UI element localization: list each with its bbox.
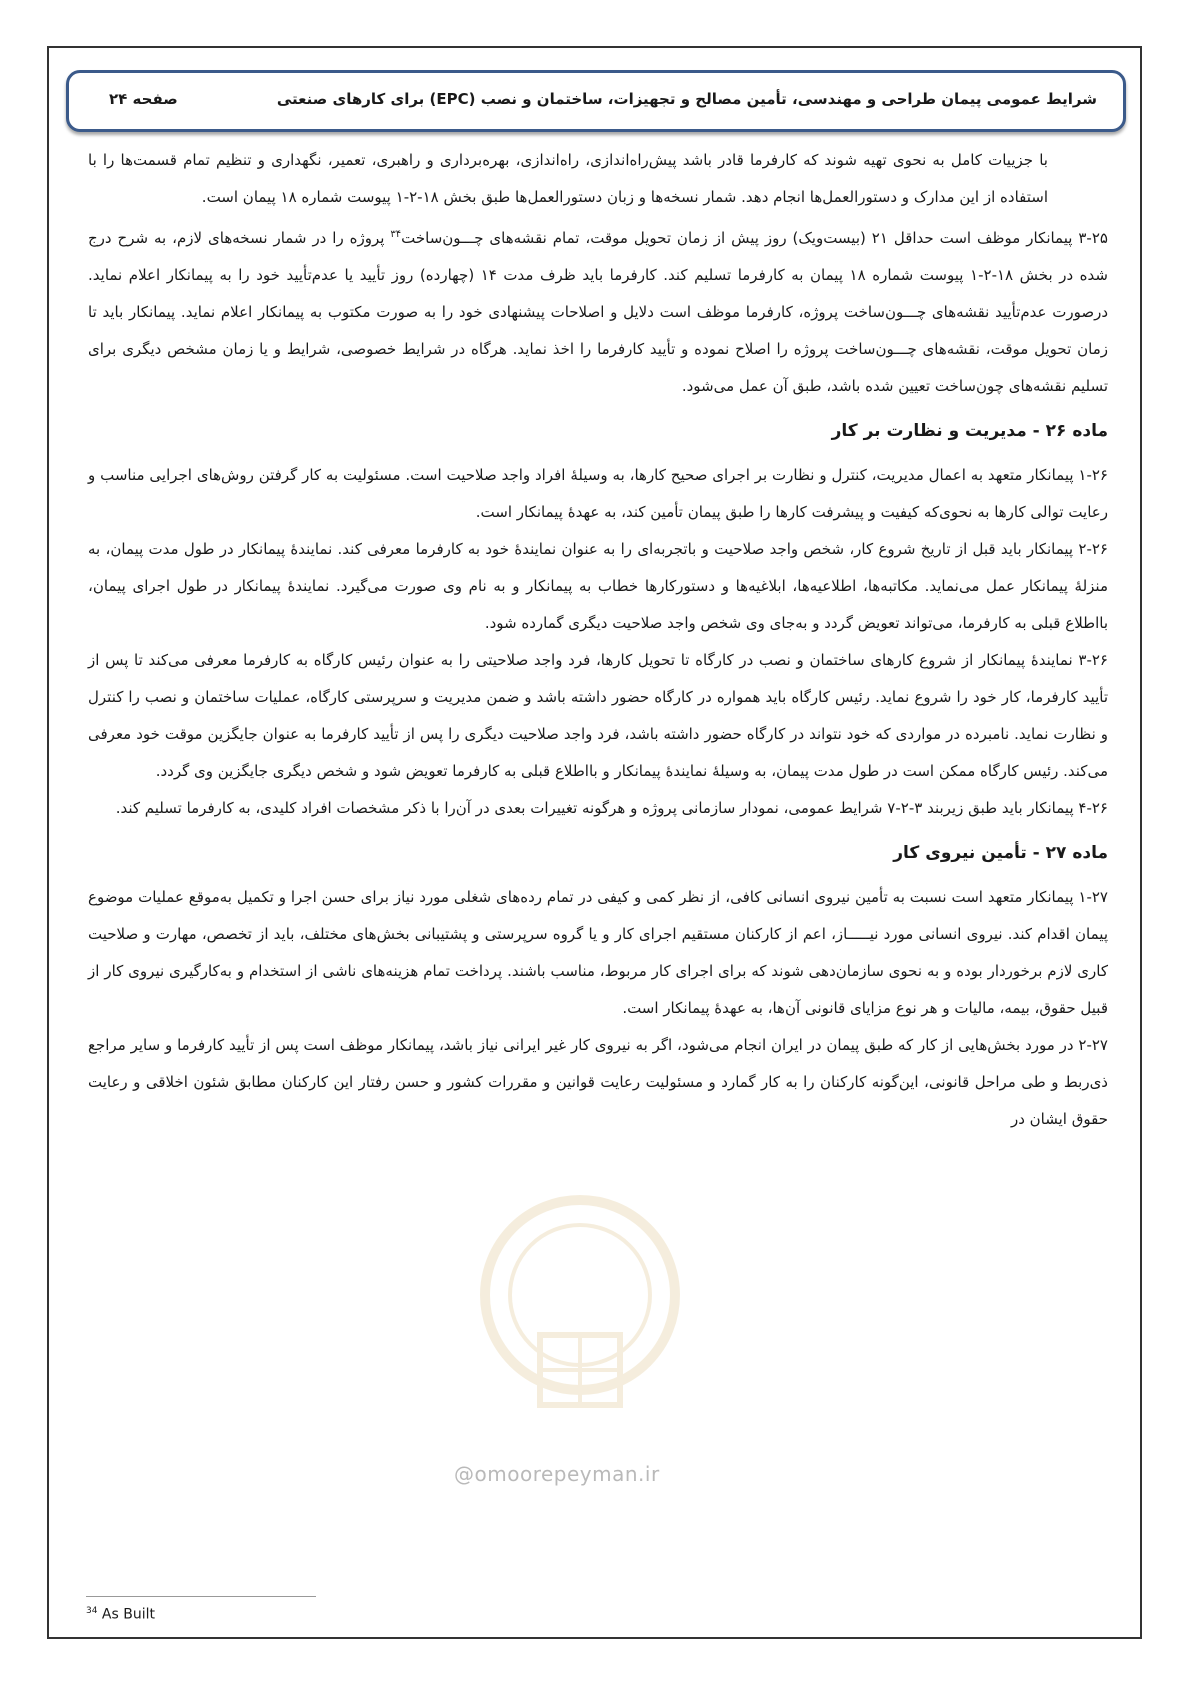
article-26-heading: ماده ۲۶ - مدیریت و نظارت بر کار [831, 421, 1108, 441]
clause-26-3 [88, 642, 1108, 790]
footnote-number: 34 [86, 1606, 98, 1616]
seal-watermark [470, 1185, 690, 1445]
clause-27-2 [88, 1027, 1108, 1138]
clause-number: ۱-۲۶ [1078, 466, 1108, 484]
clause-26-4 [88, 790, 1108, 827]
clause-number: ۲-۲۷ [1078, 1036, 1108, 1054]
clause-text: پیمانکار باید قبل از تاریخ شروع کار، شخص واجد صلاحیت و باتجربه‌ای را به عنوان نمایندۀ خود به کارفرما معرفی کند. نمایندۀ پیمانکار در طول مدت پیمان، به منزلۀ پیمانکار عمل می‌نماید. مکاتبه‌ها، اطلاعیه‌ها، ابلاغیه‌ها و دستورکارها خطاب به پیمانکار و به نام وی صورت می‌گیرد. نمایندۀ پیمانکار در طول اجرای پیمان، بااطلاع قبلی به کارفرما، می‌تواند تعویض گردد و به‌جای وی شخص واجد صلاحیت دیگری گمارده شود. [88, 540, 1108, 632]
clause-text: در مورد بخش‌هایی از کار که طبق پیمان در ایران انجام می‌شود، اگر به نیروی کار غیر ایرانی نیاز باشد، پیمانکار موظف است پس از تأیید کارفرما و سایر مراجع ذی‌ربط و طی مراحل قانونی، این‌گونه کارکنان را به کار گمارد و مسئولیت رعایت قوانین و مقررات کشور و حسن رفتار این کارکنان مطابق شئون اخلاقی و رعایت حقوق ایشان در [88, 1036, 1108, 1128]
footnote-ref: ۳۴ [390, 229, 402, 240]
article-27-heading: ماده ۲۷ - تأمین نیروی کار [893, 843, 1108, 863]
clause-text: پیمانکار باید طبق زیربند ۳-۲-۷ شرایط عمومی، نمودار سازمانی پروژه و هرگونه تغییرات بعدی در آن‌را با ذکر مشخصات افراد کلیدی، به کارفرما تسلیم کند. [115, 799, 1074, 817]
clause-number: ۳-۲۶ [1078, 651, 1108, 669]
clause-text-b: پروژه را در شمار نسخه‌های لازم، به شرح درج شده در بخش ۱۸-۲-۱ پیوست شماره ۱۸ پیمان به کارفرما تسلیم کند. کارفرما باید ظرف مدت ۱۴ (چهارده) روز تأیید یا عدم‌تأیید خود را به پیمانکار اعلام نماید. درصورت عدم‌تأیید نقشه‌های چـــون‌ساخت پروژه، کارفرما موظف است دلایل و اصلاحات پیشنهادی خود را به صورت مکتوب به پیمانکار اعلام نماید. پیمانکار باید تا زمان تحویل موقت، نقشه‌های چـــون‌ساخت پروژه را اصلاح نموده و تأیید کارفرما را اخذ نماید. هرگاه در شرایط خصوصی، شرایط و یا زمان مشخص دیگری برای تسلیم نقشه‌های چون‌ساخت تعیین شده باشد، طبق آن عمل می‌شود. [88, 229, 1108, 395]
footnote [86, 1606, 155, 1623]
clause-text-a: پیمانکار موظف است حداقل ۲۱ (بیست‌و‌یک) روز پیش از زمان تحویل موقت، تمام نقشه‌های چـــون‌ساخت [401, 229, 1073, 247]
clause-text: پیمانکار متعهد است نسبت به تأمین نیروی انسانی کافی، از نظر کمی و کیفی در تمام رده‌های شغلی مورد نیاز برای حسن اجرا و تکمیل به‌موقع عملیات موضوع پیمان اقدام کند. نیروی انسانی مورد نیـــــاز، اعم از کارکنان مستقیم اجرای کار و یا گروه سرپرستی و پشتیبانی بخش‌های مختلف، باید از تخصص، مهارت و صلاحیت کاری لازم برخوردار بوده و به نحوی سازمان‌دهی شوند که برای اجرای کار مربوط، مناسب باشند. پرداخت تمام هزینه‌های ناشی از استخدام و به‌کارگیری نیروی کار از قبیل حقوق، بیمه، مالیات و هر نوع مزایای قانونی آن‌ها، به عهدۀ پیمانکار است. [88, 888, 1108, 1017]
clause-text: نمایندۀ پیمانکار از شروع کارهای ساختمان و نصب در کارگاه تا تحویل کارها، فرد واجد صلاحیتی را به عنوان رئیس کارگاه به کارفرما معرفی می‌کند تا پس از تأیید کارفرما، کار خود را شروع نماید. رئیس کارگاه باید همواره در کارگاه حضور داشته باشد و ضمن مدیریت و سرپرستی کارگاه، عملیات ساختمان و نصب را کنترل و نظارت نماید. نامبرده در مواردی که خود نتواند در کارگاه حضور داشته باشد، فرد واجد صلاحیت دیگری را پس از تأیید کارفرما به عنوان جایگزین موقت خود معرفی می‌کند. رئیس کارگاه ممکن است در طول مدت پیمان، به وسیلۀ نمایندۀ پیمانکار و بااطلاع قبلی به کارفرما تعویض شود و شخص دیگری جایگزین وی گردد. [88, 651, 1108, 780]
clause-26-2 [88, 531, 1108, 642]
footnote-separator [86, 1596, 316, 1597]
page-number: صفحه ۲۴ [109, 90, 178, 108]
page-header [66, 70, 1126, 132]
clause-text: پیمانکار متعهد به اعمال مدیریت، کنترل و نظارت بر اجرای صحیح کارها، به وسیلۀ افراد واجد صلاحیت است. مسئولیت به کار گرفتن روش‌های اجرایی مناسب و رعایت توالی کارها به نحوی‌که کیفیت و پیشرفت کارها را طبق پیمان تأمین کند، به عهدۀ پیمانکار است. [88, 466, 1108, 521]
clause-26-1 [88, 457, 1108, 531]
footnote-text: As Built [101, 1606, 155, 1623]
clause-number: ۲-۲۶ [1078, 540, 1108, 558]
clause-number: ۱-۲۷ [1078, 888, 1108, 906]
intro-paragraph: با جزییات کامل به نحوی تهیه شوند که کارفرما قادر باشد پیش‌راه‌اندازی، راه‌اندازی، بهره‌برداری و راهبری، تعمیر، نگهداری و تنظیم تمام قسمت‌ها را با استفاده از این مدارک و دستورالعمل‌ها انجام دهد. شمار نسخه‌ها و زبان دستورالعمل‌ها طبق بخش ۱۸-۲-۱ پیوست شماره ۱۸ پیمان است. [88, 151, 1048, 206]
clause-27-1 [88, 879, 1108, 1027]
clause-3-25 [88, 216, 1108, 405]
page-body [88, 142, 1108, 1138]
watermark-text: @omoorepeyman.ir [454, 1462, 660, 1486]
document-title: شرایط عمومی پیمان طراحی و مهندسی، تأمین مصالح و تجهیزات، ساختمان و نصب (EPC) برای کارهای صنعتی [276, 90, 1097, 108]
clause-number: ۴-۲۶ [1078, 799, 1108, 817]
clause-number: ۳-۲۵ [1078, 229, 1108, 247]
